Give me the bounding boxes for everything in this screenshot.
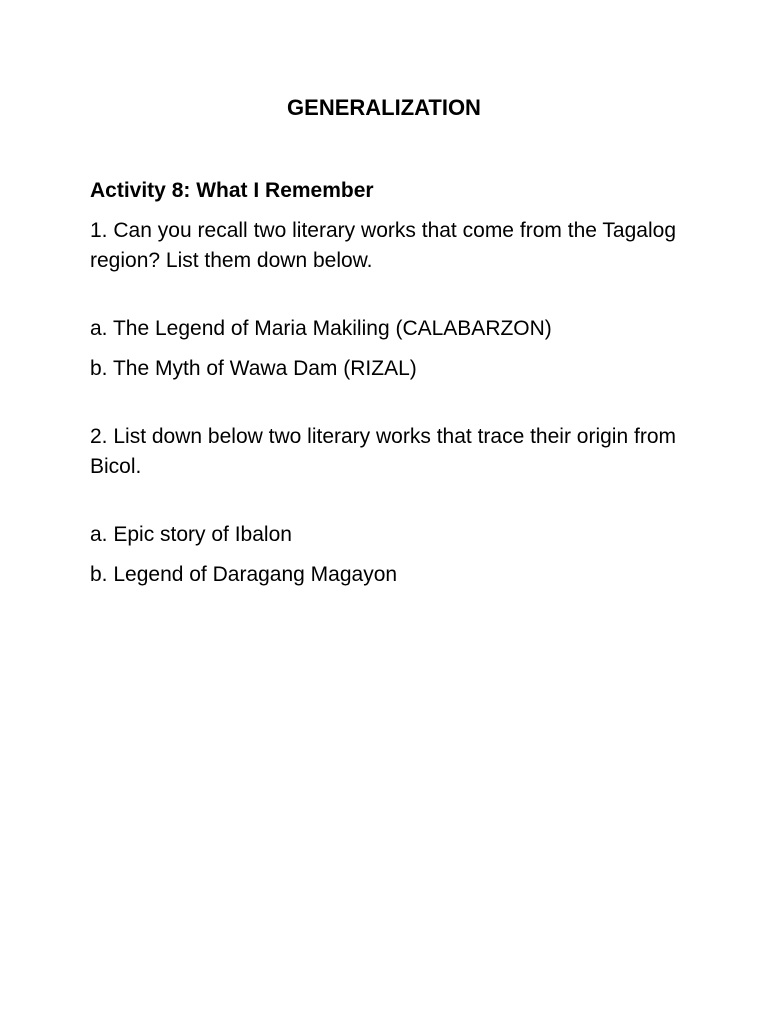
document-body bbox=[90, 176, 676, 590]
question-1-answer-a: a. The Legend of Maria Makiling (CALABARZON) bbox=[90, 317, 552, 340]
question-2-answer-a: a. Epic story of Ibalon bbox=[90, 523, 292, 546]
question-1: 1. Can you recall two literary works that come from the Tagalog region? List them down below. bbox=[90, 219, 676, 272]
question-2: 2. List down below two literary works that trace their origin from Bicol. bbox=[90, 425, 676, 478]
question-1-answer-b: b. The Myth of Wawa Dam (RIZAL) bbox=[90, 357, 417, 380]
page-title: GENERALIZATION bbox=[287, 95, 481, 120]
activity-heading: Activity 8: What I Remember bbox=[90, 179, 374, 202]
question-2-answer-b: b. Legend of Daragang Magayon bbox=[90, 563, 398, 586]
